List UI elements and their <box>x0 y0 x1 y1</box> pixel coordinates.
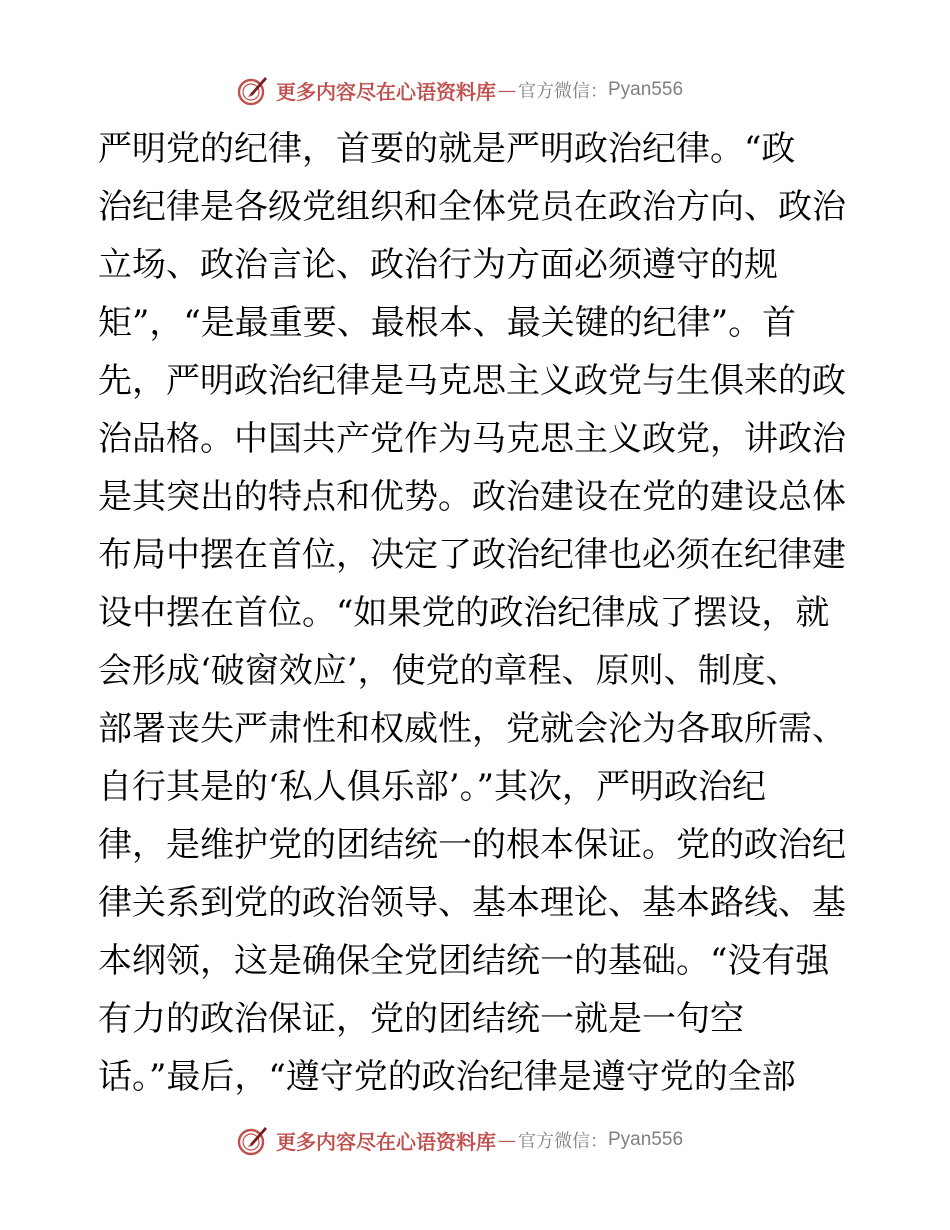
body-line: 会形成‘破窗效应’，使党的章程、原则、制度、 <box>98 651 800 691</box>
document-body <box>98 120 858 1106</box>
banner-wechat-id: Pyan556 <box>608 79 684 100</box>
body-line: 立场、政治言论、政治行为方面必须遵守的规 <box>98 245 778 285</box>
banner-title: 更多内容尽在心语资料库 <box>276 1129 496 1154</box>
body-line: 部署丧失严肃性和权威性，党就会沦为各取所需、 <box>98 709 846 749</box>
body-line: 矩”，“是最重要、最根本、最关键的纪律”。首 <box>98 303 797 343</box>
banner-wechat-id: Pyan556 <box>608 1129 684 1150</box>
body-line: 布局中摆在首位，决定了政治纪律也必须在纪律建 <box>98 535 846 575</box>
body-line: 话。”最后，“遵守党的政治纪律是遵守党的全部 <box>98 1057 796 1097</box>
body-line: 严明党的纪律，首要的就是严明政治纪律。“政 <box>98 129 796 169</box>
quill-pen-logo-icon <box>236 73 270 107</box>
body-line: 治纪律是各级党组织和全体党员在政治方向、政治 <box>98 187 846 227</box>
body-line: 律，是维护党的团结统一的根本保证。党的政治纪 <box>98 825 846 865</box>
body-line: 律关系到党的政治领导、基本理论、基本路线、基 <box>98 883 846 923</box>
banner-wechat-label: 官方微信： <box>518 81 608 102</box>
quill-pen-logo-icon <box>236 1123 270 1157</box>
banner-dash: — <box>498 79 516 101</box>
body-line: 先，严明政治纪律是马克思主义政党与生俱来的政 <box>98 361 846 401</box>
body-line: 是其突出的特点和优势。政治建设在党的建设总体 <box>98 477 846 517</box>
banner-wechat-label: 官方微信： <box>518 1131 608 1152</box>
banner-title: 更多内容尽在心语资料库 <box>276 79 496 104</box>
body-line: 本纲领，这是确保全党团结统一的基础。“没有强 <box>98 941 830 981</box>
body-line: 有力的政治保证，党的团结统一就是一句空 <box>98 999 744 1039</box>
footer-watermark-banner <box>236 1122 683 1158</box>
banner-dash: — <box>498 1129 516 1151</box>
body-line: 设中摆在首位。“如果党的政治纪律成了摆设，就 <box>98 593 830 633</box>
body-line: 治品格。中国共产党作为马克思主义政党，讲政治 <box>98 419 846 459</box>
body-line: 自行其是的‘私人俱乐部’。”其次，严明政治纪 <box>98 767 766 807</box>
header-watermark-banner <box>236 72 683 108</box>
